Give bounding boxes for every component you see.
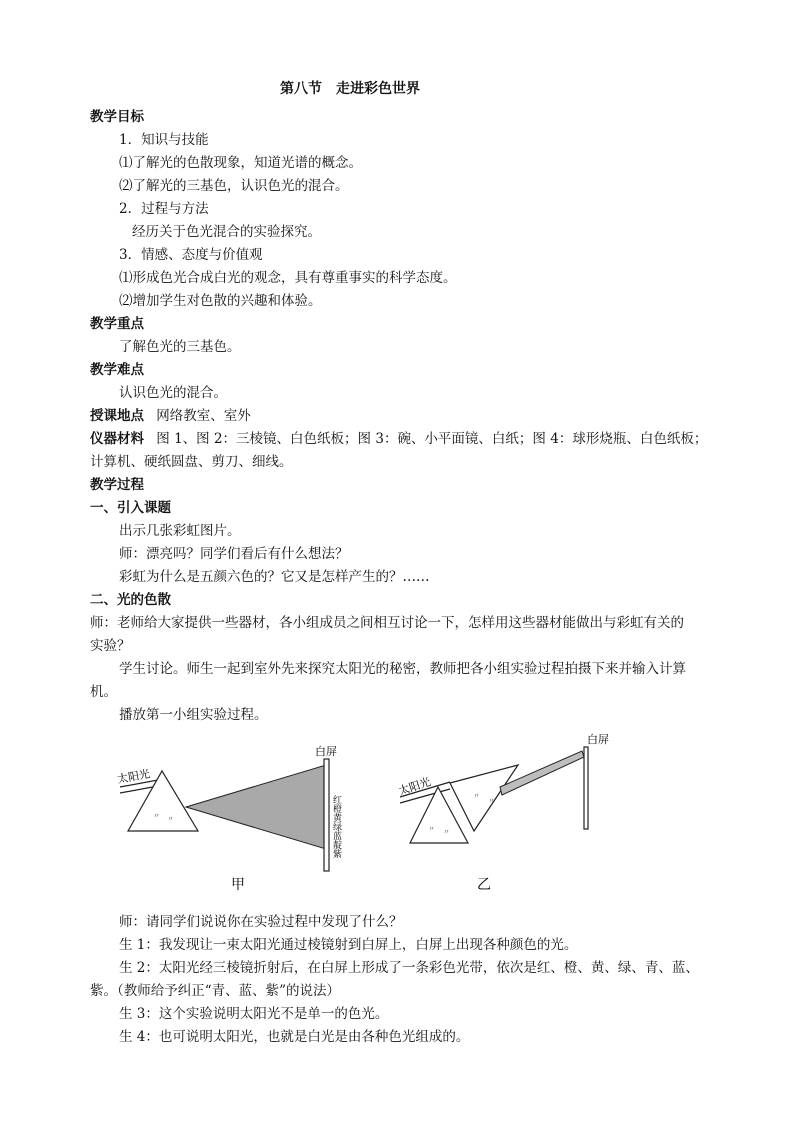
objective-item-3b: ⑵增加学生对色散的兴趣和体验。 [119,293,322,309]
spectrum-label: 红橙黄绿蓝靛紫 [331,795,341,858]
student-4: 生 4：也可说明太阳光，也就是白光是由各种色光组成的。 [119,1029,470,1045]
objective-item-3a: ⑴形成色光合成白光的观念，具有尊重事实的科学态度。 [119,270,457,286]
figure-left [116,745,341,893]
caption-right: 乙 [477,877,491,893]
materials-text-1: 图 1、图 2：三棱镜、白色纸板；图 3：碗、小平面镜、白纸；图 4：球形烧瓶、白色纸板； [156,431,708,447]
white-screen-right [584,747,588,829]
objective-item-1a: ⑴了解光的色散现象，知道光谱的概念。 [119,155,362,171]
student-2-line1: 生 2：太阳光经三棱镜折射后，在白屏上形成了一条彩色光带，依次是红、橙、黄、绿、青、蓝、 [119,960,699,976]
location-text: 网络教室、室外 [156,408,251,424]
student-1: 生 1：我发现让一束太阳光通过棱镜射到白屏上，白屏上出现各种颜色的光。 [119,937,578,953]
page-title: 第八节 走进彩色世界 [280,81,420,97]
caption-left: 甲 [231,877,245,893]
svg-text:〃: 〃 [428,825,435,833]
materials-row [90,429,707,449]
white-screen-left [324,759,329,871]
objective-item-1: 1．知识与技能 [119,132,209,148]
svg-text:〃: 〃 [473,792,480,800]
discussion-question: 师：请同学们说说你在实验过程中发现了什么？ [119,914,403,930]
difficulty-heading: 教学难点 [90,362,144,378]
section-2-heading: 二、光的色散 [90,592,171,608]
materials-heading: 仪器材料 [90,431,144,447]
prism-dispersion-figure [100,725,660,900]
location-row [90,406,251,426]
materials-text-2: 计算机、硬纸圆盘、剪刀、细线。 [90,454,293,470]
spectrum-beam [186,765,326,849]
section-2-p2-line1: 学生讨论。师生一起到室外先来探究太阳光的秘密，教师把各小组实验过程拍摄下来并输入计算 [119,661,686,677]
prism-right-2 [450,765,518,831]
section-1-heading: 一、引入课题 [90,500,171,516]
sunlight-label-right: 太阳光 [396,775,433,798]
svg-text:〃: 〃 [488,797,495,805]
svg-text:〃: 〃 [443,828,450,836]
svg-text:〃: 〃 [167,815,174,823]
objective-item-2: 2．过程与方法 [119,201,209,217]
process-heading: 教学过程 [90,477,144,493]
objective-item-1b: ⑵了解光的三基色，认识色光的混合。 [119,178,349,194]
section-1-p1: 出示几张彩虹图片。 [119,523,241,539]
key-point-text: 了解色光的三基色。 [119,339,241,355]
student-3: 生 3：这个实验说明太阳光不是单一的色光。 [119,1006,389,1022]
objective-item-3: 3．情感、态度与价值观 [119,247,263,263]
key-point-heading: 教学重点 [90,316,144,332]
figure-right [397,733,609,893]
difficulty-text: 认识色光的混合。 [119,385,227,401]
objectives-heading: 教学目标 [90,109,144,125]
section-2-p1-line2: 实验？ [90,638,131,654]
svg-text:〃: 〃 [153,812,160,820]
objective-item-2a: 经历关于色光混合的实验探究。 [132,224,321,240]
section-2-p1-line1: 师：老师给大家提供一些器材，各小组成员之间相互讨论一下，怎样用这些器材能做出与彩虹有关的 [90,615,684,631]
section-1-p3: 彩虹为什么是五颜六色的？它又是怎样产生的？…… [119,569,430,585]
screen-label-right: 白屏 [587,733,609,746]
section-2-p2-line2: 机。 [90,684,117,700]
screen-label-left: 白屏 [315,745,337,758]
sunlight-label-left: 太阳光 [116,767,152,786]
section-2-p3: 播放第一小组实验过程。 [119,707,268,723]
student-2-line2: 紫。（教师给予纠正“青、蓝、紫”的说法） [90,983,341,999]
section-1-p2: 师：漂亮吗？同学们看后有什么想法？ [119,546,349,562]
location-heading: 授课地点 [90,408,144,424]
